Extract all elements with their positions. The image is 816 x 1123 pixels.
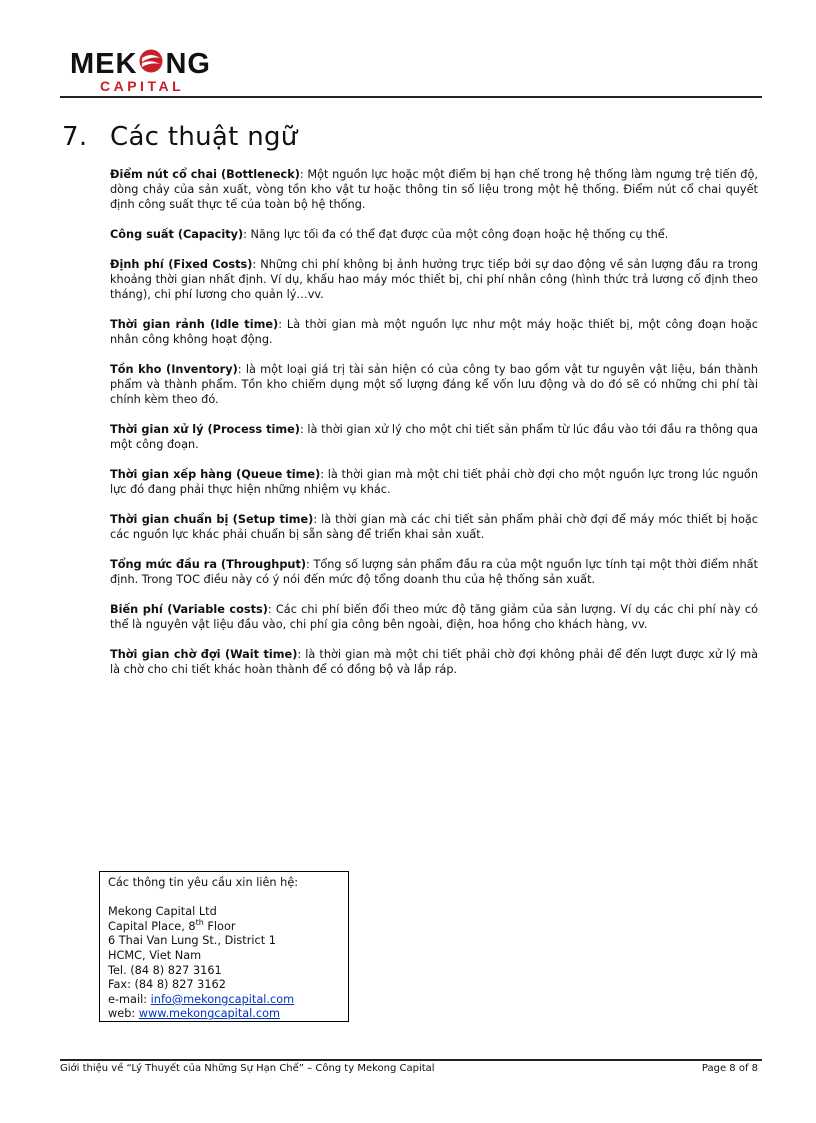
glossary-entry (110, 647, 758, 677)
page-number: Page 8 of 8 (701, 1063, 758, 1074)
term-definition: : Tổng số lượng sản phẩm đầu ra của một nguồn lực tính tại một thời điểm nhất định. Trong TOC điều này có ý nói đến mức độ tổng doanh thu của hệ thống sản xuất. (110, 558, 758, 586)
company-logo (70, 48, 230, 98)
term-name: Công suất (Capacity) (110, 228, 244, 241)
term-name: Biến phí (Variable costs) (110, 603, 268, 616)
term-definition: : là thời gian mà một chi tiết phải chờ đợi không phải để đến lượt được xử lý mà là chờ cho chi tiết khác hoàn thành để có đồng bộ và lắp ráp. (110, 648, 758, 676)
glossary-entry (110, 557, 758, 587)
contact-company: Mekong Capital Ltd (108, 905, 217, 919)
term-definition: : Năng lực tối đa có thể đạt được của một công đoạn hoặc hệ thống cụ thể. (243, 228, 669, 241)
term-name: Điểm nút cổ chai (Bottleneck) (110, 168, 300, 181)
term-definition: : là thời gian mà một chi tiết phải chờ đợi cho một nguồn lực trong lúc nguồn lực đó đang phải thực hiện những nhiệm vụ khác. (110, 468, 758, 496)
footer-divider (60, 1059, 762, 1061)
glossary-entry (110, 167, 758, 212)
glossary-entry (110, 602, 758, 632)
glossary (110, 167, 758, 692)
contact-email-row: e-mail: info@mekongcapital.com (108, 992, 295, 1006)
logo-swirl-icon (138, 48, 164, 80)
email-link[interactable]: info@mekongcapital.com (150, 992, 295, 1006)
contact-address-line-1: Capital Place, 8th Floor (108, 918, 236, 933)
glossary-entry (110, 257, 758, 302)
website-link[interactable]: www.mekongcapital.com (138, 1007, 281, 1021)
glossary-entry (110, 362, 758, 407)
term-name: Tồn kho (Inventory) (110, 363, 238, 376)
contact-intro: Các thông tin yêu cầu xin liên hệ: (108, 876, 299, 889)
logo-subtitle: CAPITAL (100, 78, 185, 94)
section-title: Các thuật ngữ (110, 122, 298, 152)
term-name: Thời gian chờ đợi (Wait time) (110, 648, 298, 661)
term-definition: : là một loại giá trị tài sản hiện có của công ty bao gồm vật tư nguyên vật liệu, bán thành phẩm và thành phẩm. Tồn kho chiếm dụng một số lượng đáng kể vốn lưu động và do đó sẽ có những chi phí tài chính kèm theo đó. (110, 363, 758, 406)
section-heading (62, 122, 298, 152)
contact-address-line-2: 6 Thai Van Lung St., District 1 (108, 934, 276, 948)
header-divider (60, 96, 762, 98)
glossary-entry (110, 467, 758, 497)
glossary-entry (110, 227, 758, 242)
contact-fax: Fax: (84 8) 827 3162 (108, 978, 226, 992)
contact-tel: Tel. (84 8) 827 3161 (108, 963, 222, 977)
term-name: Thời gian rảnh (Idle time) (110, 318, 279, 331)
contact-spacer (108, 891, 348, 906)
section-number: 7. (62, 122, 88, 152)
term-name: Thời gian xử lý (Process time) (110, 423, 300, 436)
term-definition: : là thời gian xử lý cho một chi tiết sản phẩm từ lúc đầu vào tới đầu ra thông qua một công đoạn. (110, 423, 758, 451)
logo-wordmark: MEK NG (70, 48, 211, 80)
term-definition: : Các chi phí biến đổi theo mức độ tăng giảm của sản lượng. Ví dụ các chi phí này có thể là nguyên vật liệu đầu vào, chi phí gia công bên ngoài, điện, hoa hồng cho khách hàng, vv. (110, 603, 758, 631)
glossary-entry (110, 422, 758, 452)
term-name: Thời gian chuẩn bị (Setup time) (110, 513, 314, 526)
glossary-entry (110, 317, 758, 347)
term-definition: : là thời gian mà các chi tiết sản phẩm phải chờ đợi để máy móc thiết bị hoặc các nguồn lực khác phải chuẩn bị sẵn sàng để triển khai sản xuất. (110, 513, 758, 541)
contact-box (99, 871, 349, 1022)
footer-title: Giới thiệu về “Lý Thuyết của Những Sự Hạn Chế” – Công ty Mekong Capital (60, 1063, 435, 1074)
term-name: Thời gian xếp hàng (Queue time) (110, 468, 321, 481)
contact-city: HCMC, Viet Nam (108, 948, 202, 962)
term-name: Tổng mức đầu ra (Throughput) (110, 558, 307, 571)
term-definition: : Những chi phí không bị ảnh hưởng trực tiếp bởi sự dao động về sản lượng đầu ra trong khoảng thời gian nhất định. Ví dụ, khấu hao máy móc thiết bị, chi phí nhân công (hình thức trả lương cố định theo tháng), chi phí lương cho quản lý…vv. (110, 258, 758, 301)
term-definition: : Một nguồn lực hoặc một điểm bị hạn chế trong hệ thống làm ngưng trệ tiến độ, dòng chảy của sản xuất, vòng tồn kho vật tư hoặc thông tin số liệu trong một hệ thống. Điểm nút cổ chai quyết định công suất thực tế của toàn bộ hệ thống. (110, 168, 758, 211)
term-name: Định phí (Fixed Costs) (110, 258, 253, 271)
glossary-entry (110, 512, 758, 542)
term-definition: : Là thời gian mà một nguồn lực như một máy hoặc thiết bị, một công đoạn hoặc nhân công không hoạt động. (110, 318, 759, 346)
contact-web-row: web: www.mekongcapital.com (108, 1007, 281, 1021)
